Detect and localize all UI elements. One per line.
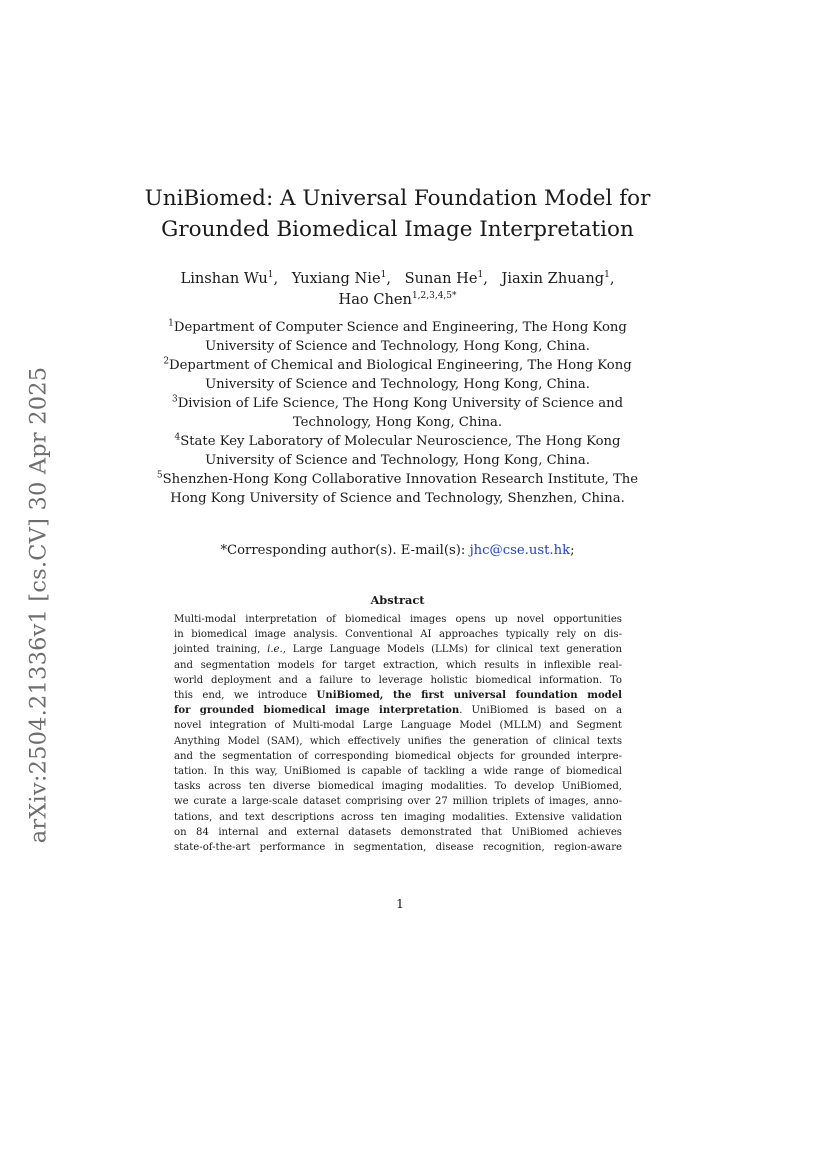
affiliation-list [130, 318, 665, 508]
author: Linshan Wu$^1$ [180, 270, 274, 287]
affiliation: $^2$Department of Chemical and Biological Engineering, The Hong Kong University of Science and Technology, Hong Kong, China. [163, 356, 632, 392]
author-list [130, 268, 665, 310]
title-line-1: UniBiomed: A Universal Foundation Model for [144, 186, 651, 211]
author: Sunan He$^1$ [404, 270, 484, 287]
affiliation: $^3$Division of Life Science, The Hong Kong University of Science and Technology, Hong Kong, China. [171, 394, 624, 430]
arxiv-id: arXiv:2504.21336v1 [cs.CV] 30 Apr 2025 [25, 366, 51, 844]
author-line-2 [130, 289, 665, 310]
author-line-1: Linshan Wu$^1$, Yuxiang Nie$^1$, Sunan He$^1$, Jiaxin Zhuang$^1$, [180, 270, 615, 287]
email-link[interactable]: jhc@cse.ust.hk [469, 543, 571, 558]
affiliation: $^5$Shenzhen-Hong Kong Collaborative Innovation Research Institute, The Hong Kong University of Science and Technology, Shenzhen, China. [156, 470, 639, 506]
paper-title [130, 183, 665, 245]
affiliation: $^4$State Key Laboratory of Molecular Neuroscience, The Hong Kong University of Science and Technology, Hong Kong, China. [174, 432, 621, 468]
abstract-body: Multi-modal interpretation of biomedical images opens up novel opportunities in biomedical image analysis. Conventional AI approaches typically rely on dis- jointed training, i.e., Large Language Models (LLMs) for clinical text generation and segmentation models for target extraction, which results in inflexible real- world deployment and a failure to leverage holistic biomedical information. To this end, we introduce UniBiomed, the first universal foundation model for grounded biomedical image interpretation. UniBiomed is based on a novel integration of Multi-modal Large Language Model (MLLM) and Segment Anything Model (SAM), which effectively unifies the generation of clinical texts and the segmentation of corresponding biomedical objects for grounded interpre- tation. In this way, UniBiomed is capable of tackling a wide range of biomedical tasks across ten diverse biomedical imaging modalities. To develop UniBiomed, we curate a large-scale dataset comprising over 27 million triplets of images, anno- tations, and text descriptions across ten imaging modalities. Extensive validation on 84 internal and external datasets demonstrated that UniBiomed achieves state-of-the-art performance in segmentation, disease recognition, region-aware [174, 614, 622, 854]
author: Yuxiang Nie$^1$ [291, 270, 387, 287]
affiliation: $^1$Department of Computer Science and Engineering, The Hong Kong University of Science and Technology, Hong Kong, China. [168, 318, 627, 354]
author: Jiaxin Zhuang$^1$ [501, 270, 610, 287]
title-line-2: Grounded Biomedical Image Interpretation [161, 217, 634, 242]
page-number: 1 [396, 896, 404, 911]
corresponding-author: *Corresponding author(s). E-mail(s): jhc@cse.ust.hk; [220, 543, 575, 558]
abstract-heading: Abstract [370, 593, 425, 607]
author: Hao Chen$^{1,2,3,4,5*}$ [338, 291, 457, 308]
arxiv-sidebar-stamp [22, 361, 54, 849]
corresponding-label: *Corresponding author(s). E-mail(s): [220, 543, 470, 558]
